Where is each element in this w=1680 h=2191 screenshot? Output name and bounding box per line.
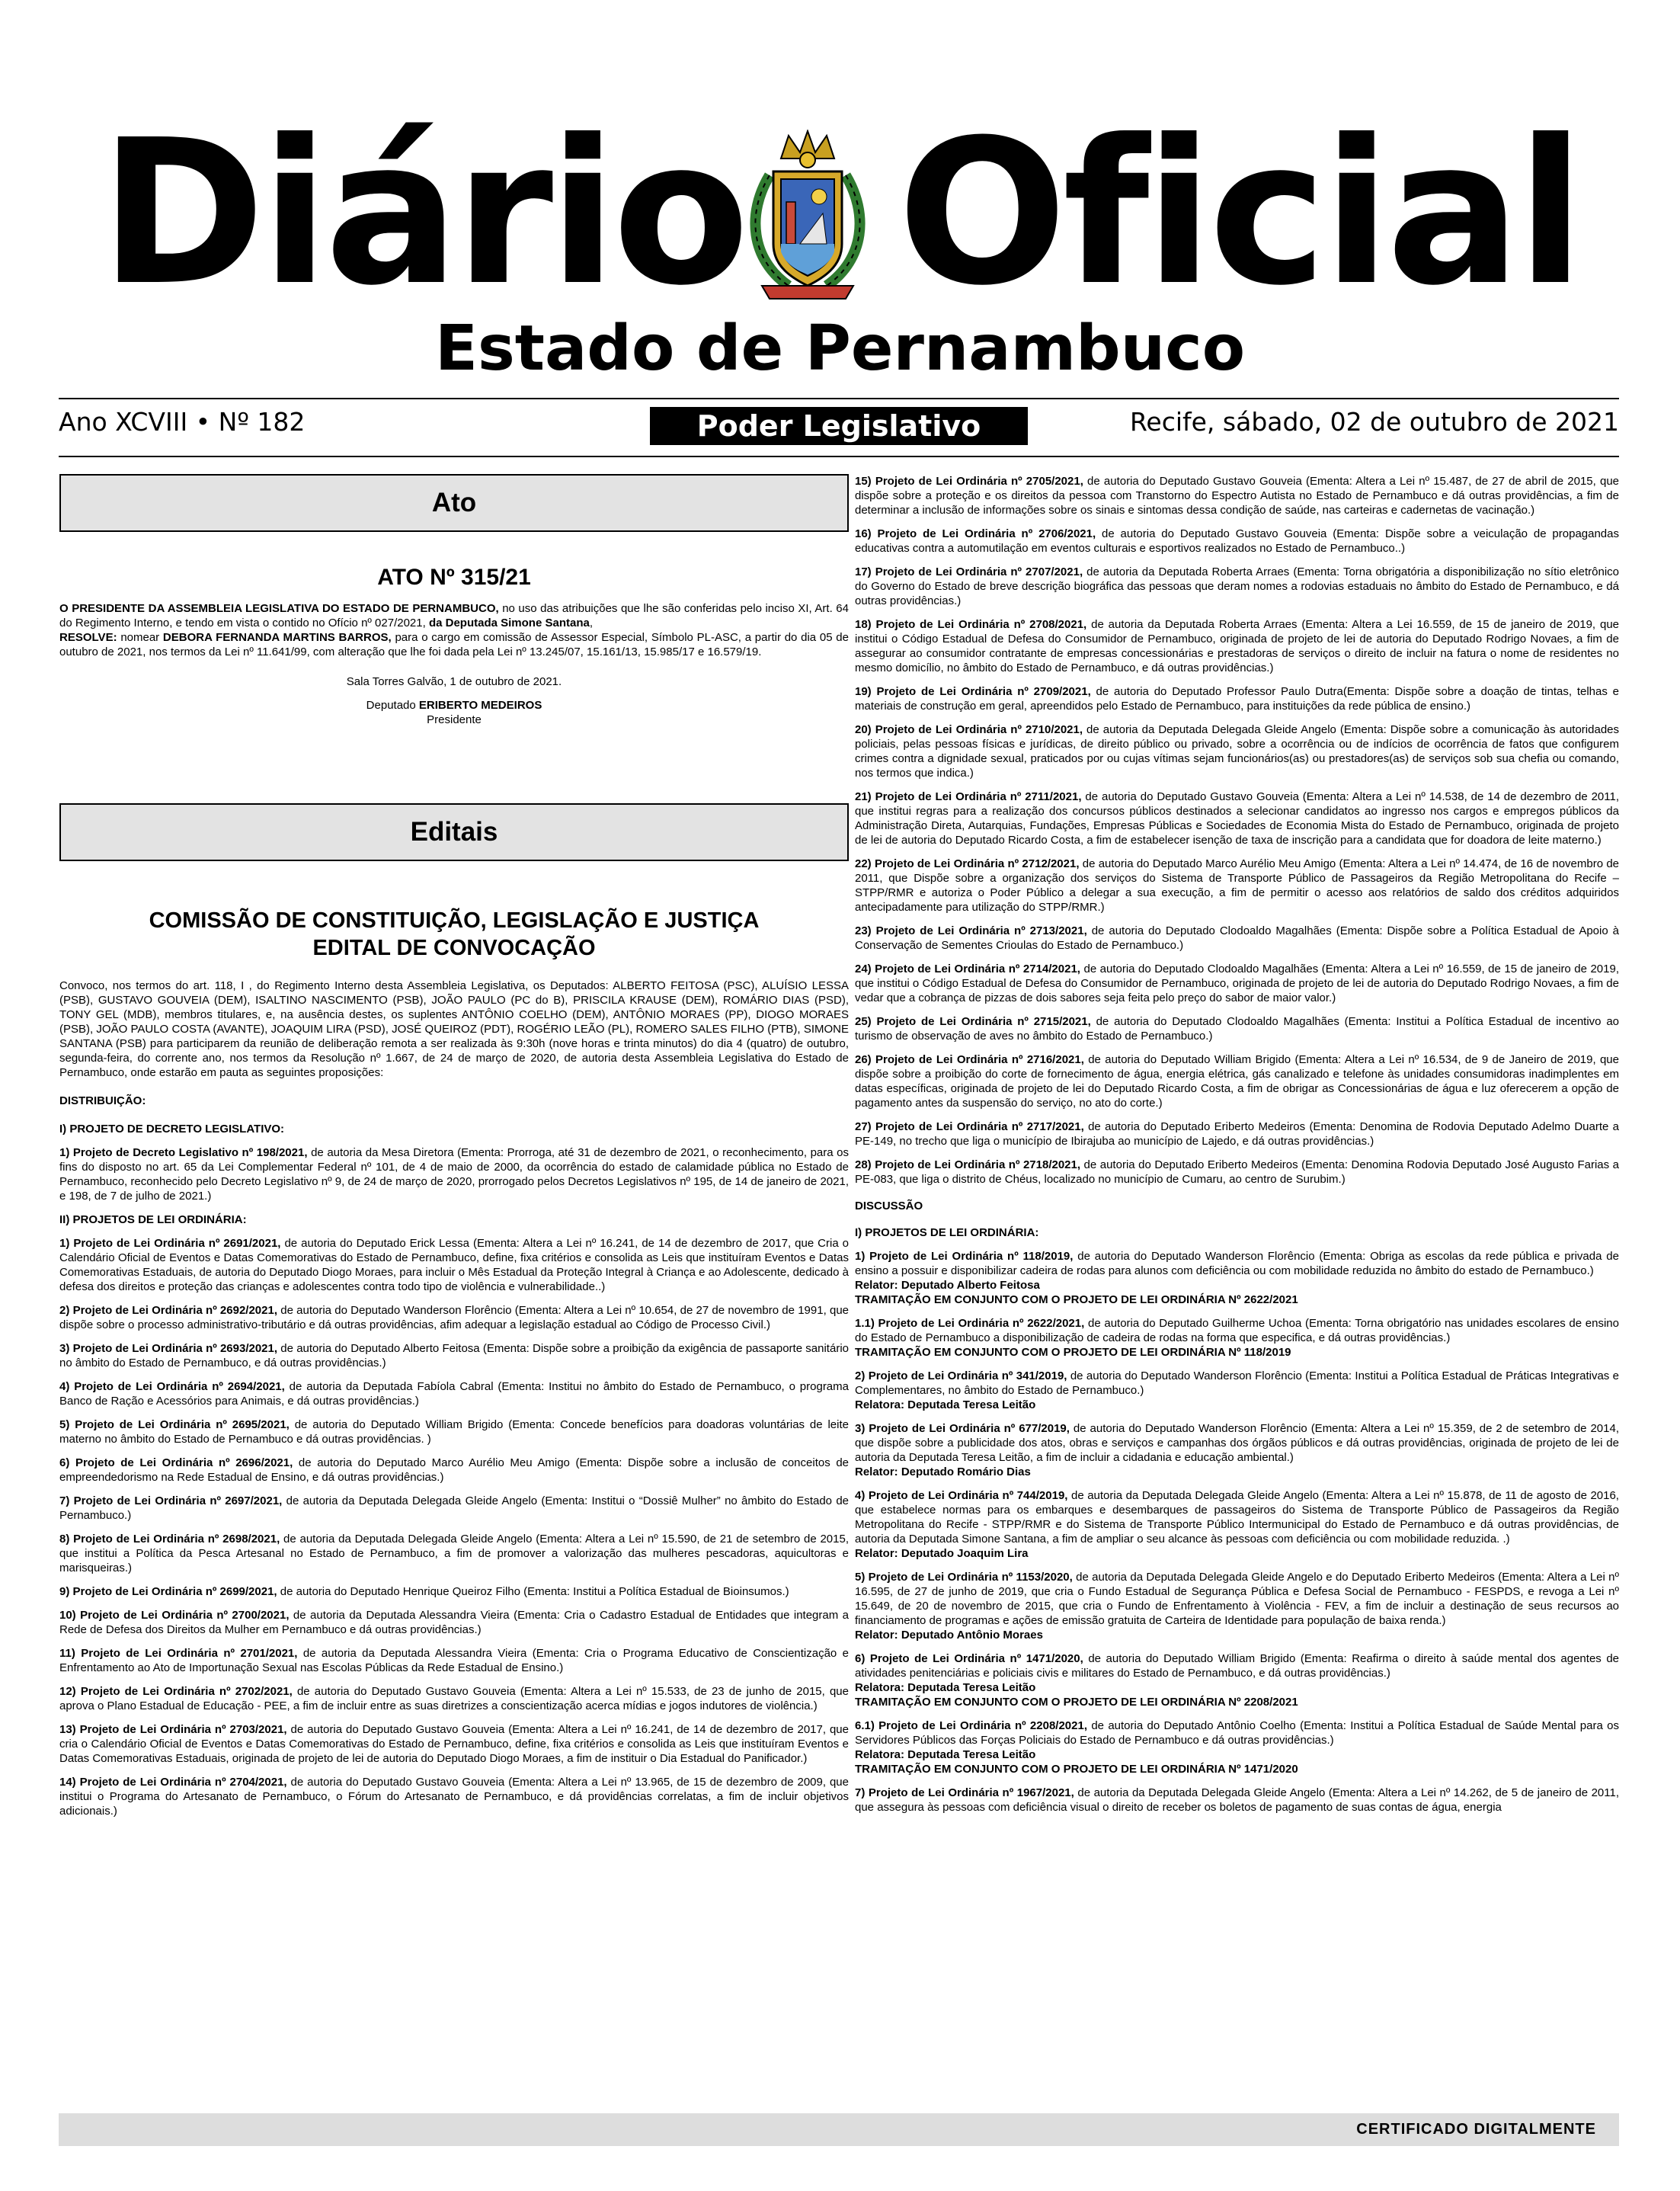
plo-item: 18) Projeto de Lei Ordinária nº 2708/2021, de autoria da Deputada Roberta Arraes (Ementa: Altera a Lei 16.559, de 15 de janeiro de 2019, que institui o Código Estadual de Defesa do Consumidor de Pernambuco, originada de projeto de lei de autoria do Deputado Rodrigo Novaes, a fim de assegurar ao consumidor contratante de empresas concessionárias e prestadoras de serviços o direito de incluir na fatura o nome de residentes no mesmo domicílio, no âmbito do Estado de Pernambuco, e dá outras providências.) [855, 618, 1620, 674]
masthead-top-rule [59, 398, 1619, 399]
ato-title: ATO Nº 315/21 [377, 565, 531, 590]
edital-heading: COMISSÃO DE CONSTITUIÇÃO, LEGISLAÇÃO E JUSTIÇA EDITAL DE CONVOCAÇÃO [149, 908, 760, 960]
pdl-heading: I) PROJETO DE DECRETO LEGISLATIVO: [59, 1123, 285, 1136]
plo-item: 17) Projeto de Lei Ordinária nº 2707/2021, de autoria da Deputada Roberta Arraes (Ementa: Torna obrigatória a disponibilização no sítio eletrônico do Governo do Estado de breve descrição biográfica das pessoas que deram nomes a rodovias estaduais no âmbito do Estado de Pernambuco, e dá outras providências.) [855, 565, 1620, 607]
plo-item: 14) Projeto de Lei Ordinária nº 2704/2021, de autoria do Deputado Gustavo Gouveia (Ementa: Altera a Lei nº 13.965, de 15 de dezembro de 2009, que institui o Programa do Artesanato de Pernambuco, o Fórum do Artesanato de Pernambuco, e dá providências correlatas, a fim de incluir objetivos adicionais.) [59, 1776, 849, 1818]
discussion-item: 3) Projeto de Lei Ordinária nº 677/2019, de autoria do Deputado Wanderson Florêncio (Ementa: Altera a Lei nº 15.359, de 2 de setembro de 2014, que dispõe sobre a publicidade dos atos, obras e serviços e campanhas dos órgãos públicos e dá outras providências, originada de projeto de lei de autoria da Deputada Teresa Leitão, a fim de incluir a cidadania e educação ambiental.) Relator: Deputado Romário Dias [855, 1422, 1619, 1478]
certified-label: CERTIFICADO DIGITALMENTE [1356, 2121, 1596, 2138]
discussion-item: 6.1) Projeto de Lei Ordinária nº 2208/2021, de autoria do Deputado Antônio Coelho (Ementa: Institui a Política Estadual de Saúde Mental para os Servidores Públicos das Forças Policiais do Estado de Pernambuco e dá outras providências.) Relatora: Deputada Teresa Leitão TRAMITAÇÃO EM CONJUNTO COM O PROJETO DE LEI ORDINÁRIA Nº 1471/2020 [855, 1719, 1619, 1776]
plo-item: 25) Projeto de Lei Ordinária nº 2715/2021, de autoria do Deputado Clodoaldo Magalhães (Ementa: Institui a Política Estadual de incentivo ao turismo de observação de aves no âmbito do Estado de Pernambuco.) [855, 1015, 1619, 1043]
plo-item: 20) Projeto de Lei Ordinária nº 2710/2021, de autoria da Deputada Delegada Gleide Angelo (Ementa: Dispõe sobre a comunicação às autoridades policiais, pelas pessoas físicas e jurídicas, de direito público ou privado, sobre a ocorrência ou de indícios de ocorrência de fatos que configurem crimes contra a dignidade sexual, praticados por ou cujas vítimas sejam funcionários(as) ou prestadores(as) de serviços sob sua chefia ou comando, nos termos que indica.) [855, 723, 1620, 780]
issue-date: Recife, sábado, 02 de outubro de 2021 [1129, 407, 1619, 437]
left-column [59, 474, 849, 1827]
plo-heading: II) PROJETOS DE LEI ORDINÁRIA: [59, 1213, 247, 1226]
plo-item: 10) Projeto de Lei Ordinária nº 2700/2021, de autoria da Deputada Alessandra Vieira (Ementa: Cria o Cadastro Estadual de Entidades que integram a Rede de Defesa dos Direitos da Mulher em Pernambuco e dá outras providências.) [59, 1609, 849, 1636]
distribuicao-label: DISTRIBUIÇÃO: [59, 1094, 146, 1107]
discussion-item: 2) Projeto de Lei Ordinária nº 341/2019, de autoria do Deputado Wanderson Florêncio (Ementa: Institui a Política Estadual de Práticas Integrativas e Complementares, no âmbito do Estado de Pernambuco.) Relatora: Deputada Teresa Leitão [855, 1369, 1619, 1411]
plo-item: 16) Projeto de Lei Ordinária nº 2706/2021, de autoria do Deputado Gustavo Gouveia (Ementa: Dispõe sobre a veiculação de propagandas educativas contra a automutilação em eventos culturais e esportivos realizados no Estado de Pernambuco..) [855, 527, 1619, 555]
discussion-item: 7) Projeto de Lei Ordinária nº 1967/2021, de autoria da Deputada Delegada Gleide Angelo (Ementa: Altera a Lei nº 14.262, de 5 de janeiro de 2011, que assegura às pessoas com deficiência visual o direito de receber os boletos de pagamento de suas contas de água, energia [855, 1786, 1620, 1814]
plo-item: 6) Projeto de Lei Ordinária nº 2696/2021, de autoria do Deputado Marco Aurélio Meu Amigo (Ementa: Dispõe sobre a inclusão de conceitos de empreendedorismo na Rede Estadual de Ensino, e dá outras providências.) [59, 1456, 850, 1484]
plo-item: 23) Projeto de Lei Ordinária nº 2713/2021, de autoria do Deputado Clodoaldo Magalhães (Ementa: Dispõe sobre a Política Estadual de Apoio à Conservação de Sementes Crioulas do Estado de Pernambuco.) [855, 924, 1619, 952]
issue-number: Ano XCVIII • Nº 182 [59, 407, 306, 437]
pdl-list [59, 1145, 849, 1203]
discussion-item: 6) Projeto de Lei Ordinária nº 1471/2020, de autoria do Deputado William Brigido (Ementa: Reafirma o direito à saúde mental dos agentes de atividades penitenciárias e policiais civis e militares do Estado de Pernambuco, e dá outras providências.) Relatora: Deputada Teresa Leitão TRAMITAÇÃO EM CONJUNTO COM O PROJETO DE LEI ORDINÁRIA Nº 2208/2021 [855, 1652, 1620, 1709]
plo-list-right [855, 474, 1619, 1187]
discussion-item: 5) Projeto de Lei Ordinária nº 1153/2020, de autoria da Deputada Delegada Gleide Angelo e do Deputado Eriberto Medeiros (Ementa: Altera a Lei nº 16.595, de 27 de junho de 2019, que cria o Fundo Estadual de Segurança Pública e Defesa Social de Pernambuco - FESPDS, e revoga a Lei nº 15.649, de 20 de novembro de 2015, que cria o Fundo de Enfrentamento à Violência - FEV, a fim de incluir a destinação de seus recursos ao financiamento de programas e ações de emissão gratuita de Carteira de Identidade para população de baixa renda.) Relator: Deputado Antônio Moraes [855, 1571, 1619, 1642]
plo-item: 12) Projeto de Lei Ordinária nº 2702/2021, de autoria do Deputado Gustavo Gouveia (Ementa: Altera a Lei nº 15.533, de 23 de junho de 2015, que aprova o Plano Estadual de Educação - PEE, a fim de incluir entre as suas diretrizes a conscientização acerca mídias e jogos indutores de violência.) [59, 1685, 849, 1712]
footer-bar [59, 2113, 1619, 2146]
plo-item: 22) Projeto de Lei Ordinária nº 2712/2021, de autoria do Deputado Marco Aurélio Meu Amigo (Ementa: Altera a Lei nº 14.474, de 16 de novembro de 2011, que Dispõe sobre a organização dos serviços do Sistema de Transporte Público de Passageiros da Região Metropolitana do Recife – STPP/RMR e autoriza o Poder Público a delegar a sua execução, a fim de permitir o acesso aos relatórios de saldo dos créditos adquiridos antecipadamente para utilização do STPP/RMR.) [855, 857, 1620, 914]
disc-heading: I) PROJETOS DE LEI ORDINÁRIA: [855, 1226, 1039, 1239]
plo-item: 2) Projeto de Lei Ordinária nº 2692/2021, de autoria do Deputado Wanderson Florêncio (Ementa: Altera a Lei nº 10.654, de 27 de novembro de 1991, que dispõe sobre o processo administrativo-tributário e dá outras providências, afim adequar a legislação estadual ao Código de Processo Civil.) [59, 1304, 850, 1331]
plo-item: 26) Projeto de Lei Ordinária nº 2716/2021, de autoria do Deputado William Brigido (Ementa: Altera a Lei nº 16.534, de 9 de Janeiro de 2019, que dispõe sobre a proibição do corte de fornecimento de água, energia elétrica, gás canalizado e telefone às unidades consumidoras inadimplentes em datas específicas, originada de projeto de lei do Deputado Ricardo Costa, a fim de obrigar as Concessionárias de água e luz oferecerem a opção de pagamento antes da suspensão do serviço, no ato do corte.) [855, 1053, 1619, 1110]
pernambuco-coat-of-arms-icon [747, 130, 869, 305]
masthead-title-left: Diário [99, 97, 745, 329]
plo-item: 3) Projeto de Lei Ordinária nº 2693/2021, de autoria do Deputado Alberto Feitosa (Ementa: Dispõe sobre a proibição da exigência de passaporte sanitário no âmbito do Estado de Pernambuco, e dá outras providências.) [59, 1342, 849, 1369]
section-banner: Poder Legislativo [650, 407, 1028, 445]
ato-signer: Deputado ERIBERTO MEDEIROS [366, 699, 542, 712]
section-header-editais: Editais [59, 803, 849, 861]
edital-intro: Convoco, nos termos do art. 118, I , do Regimento Interno desta Assembleia Legislativa, os Deputados: ALBERTO FEITOSA (PSC), ALUÍSIO LESSA (PSB), GUSTAVO GOUVEIA (DEM), ISALTINO NASCIMENTO (PSB), JOÃO PAULO (PC do B), PRISCILA KRAUSE (DEM), ROMÁRIO DIAS (PSD), TONY GEL (MDB), membros titulares, e, na ausência destes, os suplentes ANTÔNIO COELHO (DEM), ANTÔNIO MORAES (PP), DIOGO MORAES (PSB), JOÃO PAULO COSTA (AVANTE), JOAQUIM LIRA (PSD), JOSÉ QUEIROZ (PDT), ROGÉRIO LEÃO (PL), ROMERO SALES FILHO (PTB), SIMONE SANTANA (PSB) para participarem da reunião de deliberação remota a ser realizada às 9:30h (nove horas e trinta minutos) do dia 4 (quatro) de outubro, segunda-feira, do corrente ano, nos termos da Resolução nº 1.667, de 24 de março de 2020, de autoria desta Assembleia Legislativa do Estado de Pernambuco, onde estarão em pauta as seguintes proposições: [59, 979, 849, 1079]
plo-item: 4) Projeto de Lei Ordinária nº 2694/2021, de autoria da Deputada Fabíola Cabral (Ementa: Institui no âmbito do Estado de Pernambuco, o programa Banco de Ração e Acessórios para Animais, e dá outras providências.) [59, 1380, 849, 1408]
masthead-title-right: Oficial [897, 97, 1581, 329]
plo-item: 5) Projeto de Lei Ordinária nº 2695/2021, de autoria do Deputado William Brigido (Ementa: Concede benefícios para doadoras voluntárias de leite materno no âmbito do Estado de Pernambuco e dá outras providências. ) [59, 1418, 849, 1446]
right-column [855, 474, 1619, 1824]
section-header-ato: Ato [59, 474, 849, 532]
plo-item: 19) Projeto de Lei Ordinária nº 2709/2021, de autoria do Deputado Professor Paulo Dutra(Ementa: Dispõe sobre a doação de tintas, telhas e materiais de construção em geral, apreendidos pelo Estado de Pernambuco, para instituições da rede pública de ensino.) [855, 685, 1620, 713]
discussion-item: 1.1) Projeto de Lei Ordinária nº 2622/2021, de autoria do Deputado Guilherme Uchoa (Ementa: Torna obrigatório nas unidades escolares de ensino do Estado de Pernambuco a disponibilização de cadeira de rodas na forma que especifica, e dá outras providências.) TRAMITAÇÃO EM CONJUNTO COM O PROJETO DE LEI ORDINÁRIA Nº 118/2019 [855, 1317, 1619, 1359]
ato-place-date: Sala Torres Galvão, 1 de outubro de 2021. [346, 675, 562, 688]
masthead-bottom-rule [59, 456, 1619, 457]
plo-item: 11) Projeto de Lei Ordinária nº 2701/2021, de autoria da Deputada Alessandra Vieira (Ementa: Cria o Programa Educativo de Conscientização e Enfrentamento ao Ato de Importunação Sexual nas Escolas Públicas da Rede Estadual de Ensino.) [59, 1647, 850, 1674]
plo-item: 13) Projeto de Lei Ordinária nº 2703/2021, de autoria do Deputado Gustavo Gouveia (Ementa: Altera a Lei nº 16.241, de 14 de dezembro de 2017, que cria o Calendário Oficial de Eventos e Datas Comemorativas do Estado de Pernambuco, define, fixa critérios e consolida as Leis que instituíram Eventos e Datas Comemorativas Estaduais, originada de projeto de lei de autoria do Deputado Diogo Moraes, a fim de instituir o Dia Estadual do Panificador.) [59, 1723, 849, 1765]
plo-item: 21) Projeto de Lei Ordinária nº 2711/2021, de autoria do Deputado Gustavo Gouveia (Ementa: Altera a Lei nº 14.538, de 14 de dezembro de 2011, que institui regras para a realização dos concursos públicos destinados a selecionar candidatos ao ingresso nos cargos e empregos públicos da Administração Direta, Autarquias, Fundações, Empresas Públicas e Sociedades de Economia Mista do Estado de Pernambuco, originada de projeto de lei de autoria do Deputado Ricardo Costa, a fim de estabelecer isenção de taxa de inscrição para a candidata que for doadora de leite materno.) [855, 790, 1619, 847]
masthead-subtitle: Estado de Pernambuco [434, 312, 1246, 385]
plo-item: 24) Projeto de Lei Ordinária nº 2714/2021, de autoria do Deputado Clodoaldo Magalhães (Ementa: Altera a Lei nº 16.559, de 15 de janeiro de 2019, que institui o Código Estadual de Defesa do Consumidor de Pernambuco, originada de projeto de lei de autoria do Deputado Rodrigo Novaes, a fim de vedar que a cobrança de pizzas de dois sabores seja feita pelo preço do sabor de maior valor.) [855, 963, 1620, 1004]
pdl-item: 1) Projeto de Decreto Legislativo nº 198/2021, de autoria da Mesa Diretora (Ementa: Prorroga, até 31 de dezembro de 2021, o reconhecimento, para os fins do disposto no art. 65 da Lei Complementar Federal nº 101, de 4 de maio de 2000, da ocorrência do estado de calamidade pública no Estado de Pernambuco, reconhecido pelo Decreto Legislativo nº 9, de 24 de março de 2020, prorrogado pelos Decretos Legislativos nº 195, de 14 de janeiro de 2021, e 198, de 7 de julho de 2021.) [59, 1146, 849, 1203]
discussion-list [855, 1249, 1619, 1815]
discussao-label: DISCUSSÃO [855, 1200, 923, 1212]
ato-signer-role: Presidente [427, 713, 482, 726]
plo-item: 7) Projeto de Lei Ordinária nº 2697/2021, de autoria da Deputada Delegada Gleide Angelo (Ementa: Institui o “Dossiê Mulher” no âmbito do Estado de Pernambuco.) [59, 1494, 850, 1522]
discussion-item: 1) Projeto de Lei Ordinária nº 118/2019, de autoria do Deputado Wanderson Florêncio (Ementa: Obriga as escolas da rede pública e privada de ensino a possuir e disponibilizar cadeira de rodas para alunos com deficiência ou com mobilidade reduzida no âmbito do estado de Pernambuco.) Relator: Deputado Alberto Feitosa TRAMITAÇÃO EM CONJUNTO COM O PROJETO DE LEI ORDINÁRIA Nº 2622/2021 [855, 1250, 1619, 1306]
plo-item: 1) Projeto de Lei Ordinária nº 2691/2021, de autoria do Deputado Erick Lessa (Ementa: Altera a Lei nº 16.241, de 14 de dezembro de 2017, que Cria o Calendário Oficial de Eventos e Datas Comemorativas do Estado de Pernambuco, define, fixa critérios e consolida as Leis que instituíram Eventos e Datas Comemorativas Estaduais, de autoria do Deputado Diogo Moraes, para incluir o Mês Estadual da Proteção Integral à Criança e ao Adolescente, dedicado à defesa dos direitos e proteção das crianças e adolescentes contra todo tipo de violência e vulnerabilidade..) [59, 1237, 850, 1293]
plo-list-left [59, 1236, 849, 1818]
plo-item: 15) Projeto de Lei Ordinária nº 2705/2021, de autoria do Deputado Gustavo Gouveia (Ementa: Altera a Lei nº 15.487, de 27 de abril de 2015, que dispõe sobre a proteção e os direitos da pessoa com Transtorno do Espectro Autista no Estado de Pernambuco e dá outras providências, a fim de determinar a inclusão de informações sobre os sinais e sintomas dessa condição de saúde, nas carteiras e cadernetas de vacinação.) [855, 475, 1619, 517]
plo-item: 27) Projeto de Lei Ordinária nº 2717/2021, de autoria do Deputado Eriberto Medeiros (Ementa: Denomina de Rodovia Deputado Adelmo Duarte a PE-149, no trecho que liga o município de Ibirajuba ao município de Lajedo, e dá outras providências.) [855, 1120, 1619, 1148]
plo-item: 8) Projeto de Lei Ordinária nº 2698/2021, de autoria da Deputada Delegada Gleide Angelo (Ementa: Altera a Lei nº 15.590, de 21 de setembro de 2015, que institui a Política da Pesca Artesanal no Estado de Pernambuco, a fim de promover a valorização das mulheres pescadoras, aquicultoras e marisqueiras.) [59, 1533, 849, 1574]
ato-body: O PRESIDENTE DA ASSEMBLEIA LEGISLATIVA DO ESTADO DE PERNAMBUCO, no uso das atribuições que lhe são conferidas pelo inciso XI, Art. 64 do Regimento Interno, e tendo em vista o contido no Ofício nº 027/2021, da Deputada Simone Santana, RESOLVE: nomear DEBORA FERNANDA MARTINS BARROS, para o cargo em comissão de Assessor Especial, Símbolo PL-ASC, a partir do dia 05 de outubro de 2021, nos termos da Lei nº 11.641/99, com alteração que lhe foi dada pela Lei nº 13.245/07, 15.161/13, 15.985/17 e 16.579/19. [59, 602, 849, 658]
plo-item: 9) Projeto de Lei Ordinária nº 2699/2021, de autoria do Deputado Henrique Queiroz Filho (Ementa: Institui a Política Estadual de Bioinsumos.) [59, 1585, 789, 1598]
plo-item: 28) Projeto de Lei Ordinária nº 2718/2021, de autoria do Deputado Eriberto Medeiros (Ementa: Denomina Rodovia Deputado José Augusto Farias a PE-083, que liga o distrito de Chéus, localizado no município de Cumaru, ao centro de Surubim.) [855, 1158, 1619, 1186]
discussion-item: 4) Projeto de Lei Ordinária nº 744/2019, de autoria da Deputada Delegada Gleide Angelo (Ementa: Altera a Lei nº 15.878, de 11 de agosto de 2016, que estabelece normas para os embarques e desembarques de passageiros do Sistema de Transporte Público de Passageiros da Região Metropolitana do Recife - STPP/RMR e do Sistema de Transporte Público Intermunicipal do Estado de Pernambuco e dá outras providências, de autoria da Deputada Simone Santana, a fim de ampliar o seu alcance às pessoas com deficiência ou com mobilidade reduzida. .) Relator: Deputado Joaquim Lira [855, 1489, 1619, 1560]
